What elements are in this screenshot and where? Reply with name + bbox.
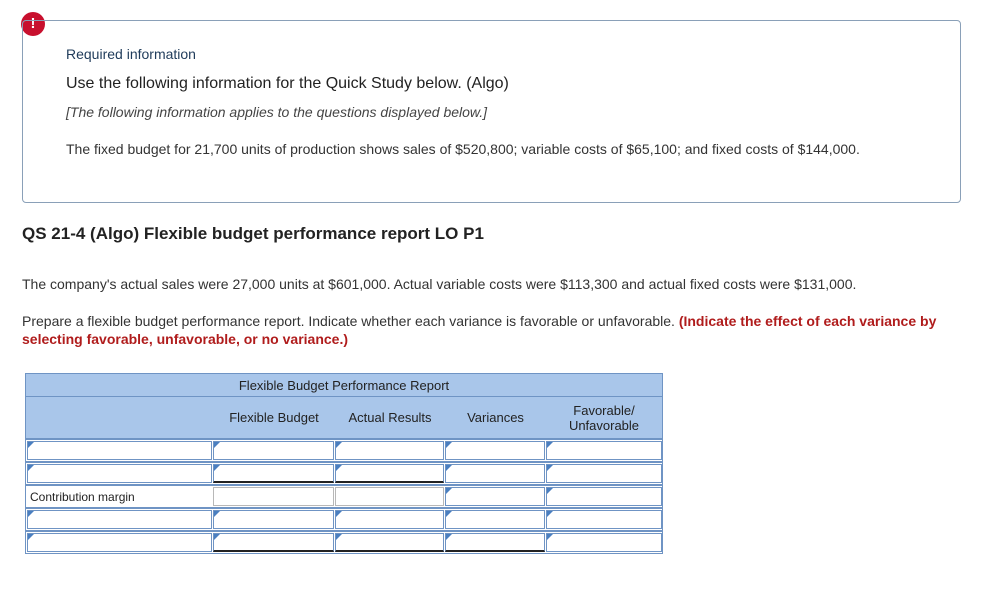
actual-results-input[interactable] [335, 441, 444, 460]
flexible-budget-input[interactable] [213, 441, 334, 460]
prepare-text: Prepare a flexible budget performance report. Indicate whether each variance is favorable or unfavorable. [22, 313, 675, 329]
col-flexible-budget: Flexible Budget [229, 410, 319, 425]
alert-icon: ! [21, 12, 45, 36]
fav-unfav-select[interactable] [546, 441, 662, 460]
flexible-budget-input[interactable] [213, 464, 334, 483]
variance-input[interactable] [445, 510, 545, 529]
col-variances: Variances [467, 410, 524, 425]
table-row [25, 508, 663, 531]
fav-unfav-select[interactable] [546, 533, 662, 552]
use-info-heading: Use the following information for the Quick Study below. (Algo) [66, 75, 509, 92]
row-label-input[interactable] [27, 441, 212, 460]
performance-report-table [25, 373, 663, 556]
table-row [25, 462, 663, 485]
question-title: QS 21-4 (Algo) Flexible budget performance report LO P1 [22, 224, 484, 243]
row-label-input[interactable] [27, 510, 212, 529]
report-title: Flexible Budget Performance Report [25, 373, 663, 397]
row-label-input[interactable] [27, 464, 212, 483]
table-row [25, 531, 663, 554]
row-label: Contribution margin [30, 490, 135, 504]
col-favorable-unfavorable: Favorable/ Unfavorable [568, 402, 640, 433]
row-label-input[interactable] [27, 533, 212, 552]
table-row [25, 485, 663, 508]
table-row [25, 439, 663, 462]
actual-results-text: The company's actual sales were 27,000 units at $601,000. Actual variable costs were $113,300 and actual fixed costs were $131,000. [22, 276, 857, 292]
fav-unfav-select[interactable] [546, 510, 662, 529]
variance-input[interactable] [445, 487, 545, 506]
flexible-budget-input[interactable] [213, 533, 334, 552]
col-actual-results: Actual Results [348, 410, 432, 425]
column-header-row [25, 397, 663, 439]
flexible-budget-value [213, 487, 334, 506]
prepare-instructions [22, 312, 972, 348]
fav-unfav-select[interactable] [546, 487, 662, 506]
actual-results-input[interactable] [335, 533, 444, 552]
actual-results-value [335, 487, 444, 506]
fixed-budget-text: The fixed budget for 21,700 units of production shows sales of $520,800; variable costs of $65,100; and fixed costs of $144,000. [66, 141, 860, 157]
required-info-heading: Required information [66, 46, 196, 62]
fav-unfav-select[interactable] [546, 464, 662, 483]
variance-input[interactable] [445, 441, 545, 460]
instruction-text: (Indicate the effect of each variance by selecting favorable, unfavorable, or no variance.) [22, 313, 937, 347]
variance-input[interactable] [445, 464, 545, 483]
flexible-budget-input[interactable] [213, 510, 334, 529]
variance-input[interactable] [445, 533, 545, 552]
applies-note: [The following information applies to the questions displayed below.] [66, 104, 488, 120]
actual-results-input[interactable] [335, 464, 444, 483]
actual-results-input[interactable] [335, 510, 444, 529]
